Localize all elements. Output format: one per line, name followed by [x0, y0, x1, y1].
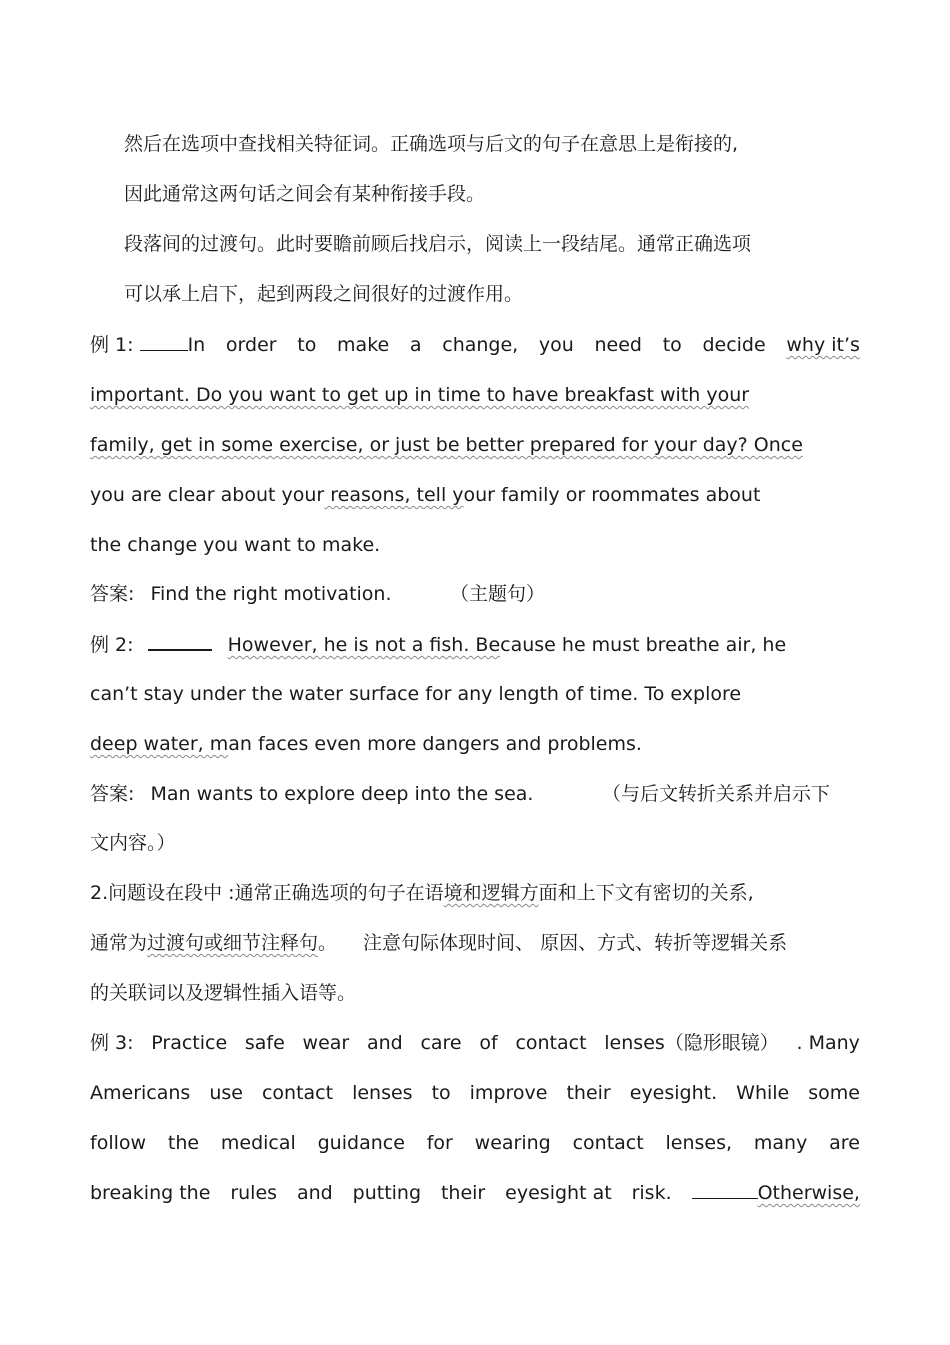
word: need — [594, 334, 642, 356]
word: of — [479, 1032, 498, 1054]
example-3-line-3: follow the medical guidance for wearing contact lenses, many are — [90, 1132, 860, 1154]
example-2-note-cont: 文内容。） — [90, 832, 176, 854]
word: order — [225, 334, 277, 356]
answer-blank — [140, 330, 188, 351]
word: decide — [702, 334, 766, 356]
answer-note: （与后文转折关系并启示下 — [602, 783, 831, 805]
example-2-line-3: deep water, man faces even more dangers and problems. — [90, 733, 642, 755]
word: wear — [302, 1032, 350, 1054]
word: change, — [442, 334, 519, 356]
paragraph-line: 因此通常这两句话之间会有某种衔接手段。 — [124, 183, 486, 205]
example-2-line-1: 例 2: However, he is not a fish. Because he must breathe air, he — [90, 629, 860, 659]
paragraph-line: 可以承上启下，起到两段之间很好的过渡作用。 — [124, 283, 524, 305]
answer-blank — [692, 1178, 758, 1199]
answer-blank — [148, 629, 212, 651]
answer-note: （主题句） — [450, 583, 546, 605]
answer-label: 答案: — [90, 783, 135, 805]
example-1-line-3: family, get in some exercise, or just be better prepared for your day? Once — [90, 434, 803, 456]
word: safe — [244, 1032, 285, 1054]
word: a — [409, 334, 422, 356]
example-1-line-1 — [90, 330, 860, 360]
example-1-answer — [90, 579, 860, 609]
section-2-line-1: 2.问题设在段中 :通常正确选项的句子在语境和逻辑方面和上下文有密切的关系, — [90, 882, 754, 904]
answer-text: Find the right motivation. — [150, 583, 392, 605]
word: make — [337, 334, 390, 356]
example-1-line-5: the change you want to make. — [90, 534, 381, 556]
paragraph-line: 然后在选项中查找相关特征词。正确选项与后文的句子在意思上是衔接的, — [124, 133, 739, 155]
underline-mark — [748, 679, 860, 703]
word: and — [366, 1032, 403, 1054]
word: contact — [515, 1032, 587, 1054]
example-3-line-4: breaking the rules and putting their eyesight at risk. Otherwise, — [90, 1178, 860, 1208]
word: . Many — [796, 1032, 860, 1054]
example-1-line-4: you are clear about your reasons, tell your family or roommates about — [90, 484, 761, 506]
answer-text: Man wants to explore deep into the sea. — [150, 783, 534, 805]
answer-blank-with-tail: Otherwise, — [692, 1178, 860, 1208]
underlined-phrase: why it’s — [786, 334, 860, 356]
example-1-line-2: important. Do you want to get up in time to have breakfast with your — [90, 384, 750, 406]
word: to — [297, 334, 317, 356]
word: Practice — [151, 1032, 228, 1054]
example-3-label: 例 3: — [90, 1032, 134, 1054]
example-2-line-2: can’t stay under the water surface for any length of time. To explore — [90, 679, 860, 709]
word: care — [420, 1032, 462, 1054]
paragraph-line: 段落间的过渡句。此时要瞻前顾后找启示，阅读上一段结尾。通常正确选项 — [124, 233, 752, 255]
answer-label: 答案: — [90, 583, 135, 605]
example-1-label: 例 1: In — [90, 330, 205, 360]
example-2-label: 例 2: — [90, 634, 134, 656]
word: to — [662, 334, 682, 356]
section-2-line-2: 通常为过渡句或细节注释句。 注意句际体现时间、 原因、方式、转折等逻辑关系 — [90, 932, 788, 954]
example-2-answer — [90, 779, 860, 809]
section-2-line-3: 的关联词以及逻辑性插入语等。 — [90, 982, 357, 1004]
example-3-line-2: Americans use contact lenses to improve their eyesight. While some — [90, 1082, 860, 1104]
word: lenses（隐形眼镜） — [604, 1032, 779, 1054]
example-3-line-1 — [90, 1028, 860, 1058]
word: you — [538, 334, 574, 356]
